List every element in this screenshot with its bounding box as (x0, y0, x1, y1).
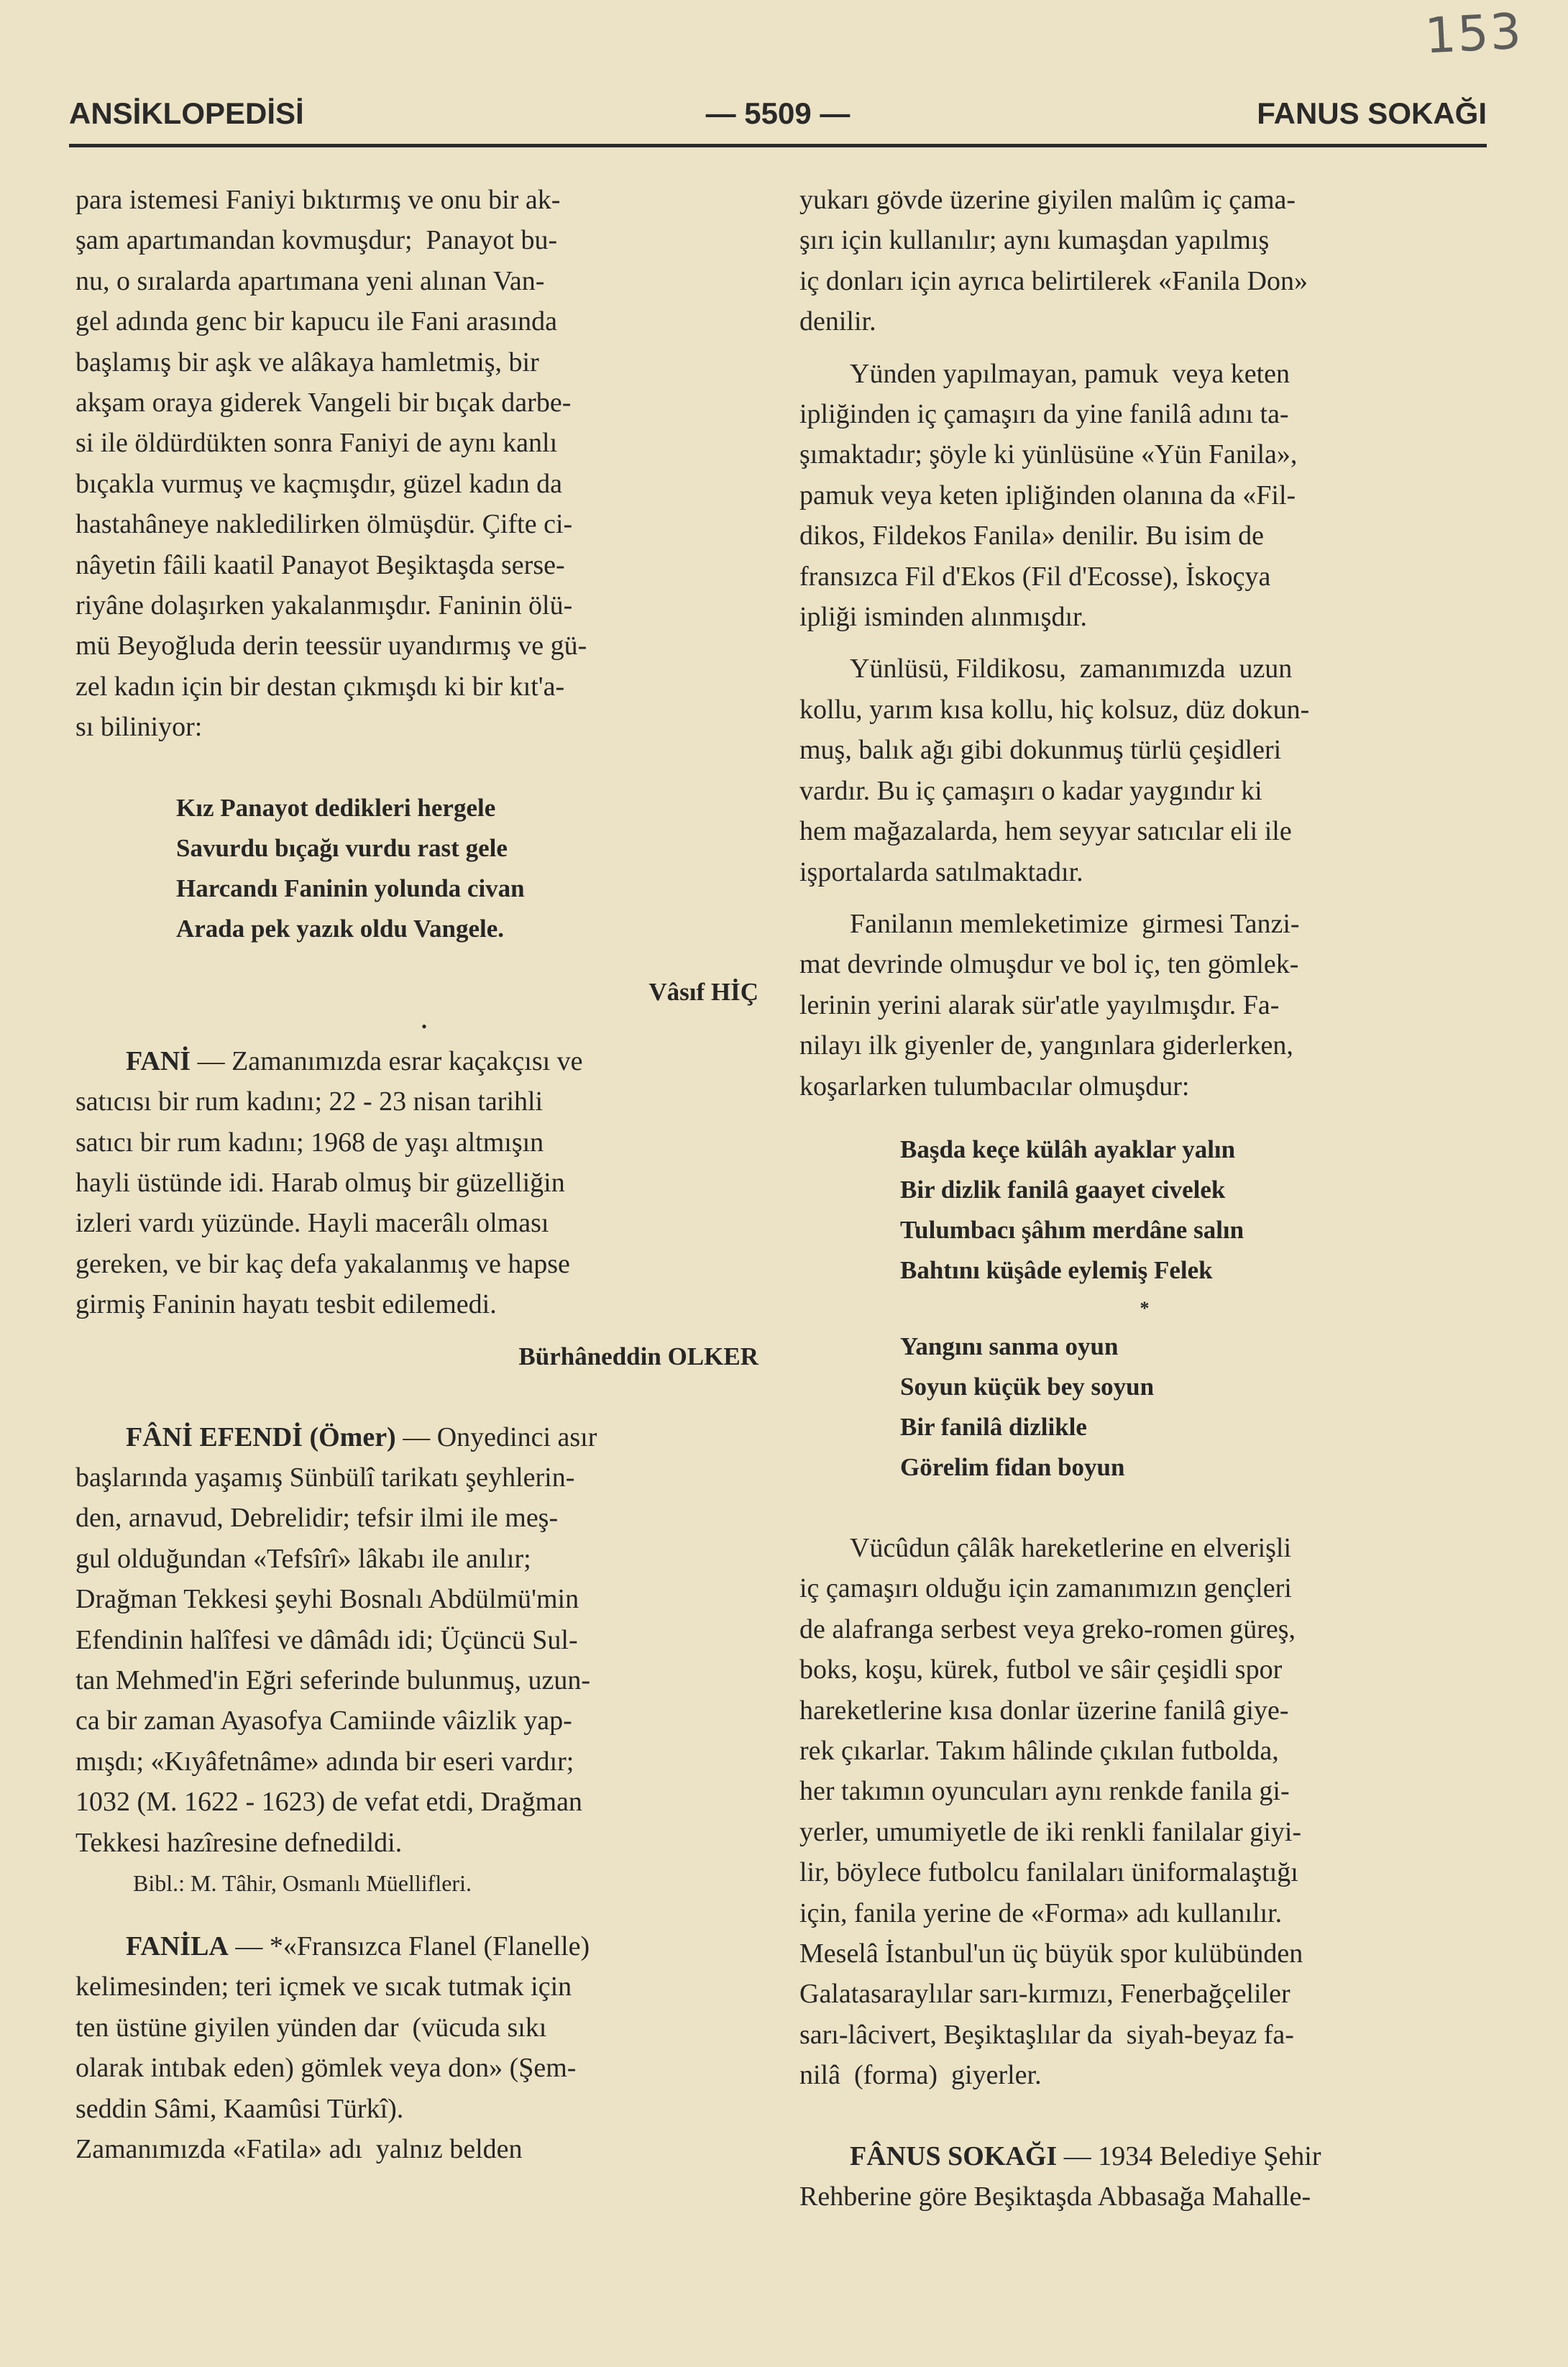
text-line: den, arnavud, Debrelidir; tefsir ilmi ile meş- (75, 1503, 559, 1534)
text-line: fransızca Fil d'Ekos (Fil d'Ecosse), İskoçya (799, 561, 1271, 592)
fanila-paragraph-1 (799, 180, 1490, 342)
text-line: — *«Fransızca Flanel (Flanelle) (228, 1931, 590, 1961)
poem-line: Bir fanilâ dizlikle (900, 1412, 1087, 1441)
text-line: başlamış bir aşk ve alâkaya hamletmiş, bir (75, 347, 539, 377)
poem-line: Bir dizlik fanilâ gaayet civelek (900, 1175, 1226, 1204)
paragraph (799, 1528, 1490, 2096)
paragraph (799, 354, 1490, 638)
poem-panayot (176, 788, 773, 949)
text-line: girmiş Faninin hayatı tesbit edilemedi. (75, 1289, 497, 1320)
text-line: tan Mehmed'in Eğri seferinde bulunmuş, uzun- (75, 1665, 591, 1695)
text-line: riyâne dolaşırken yakalanmışdır. Faninin ölü- (75, 590, 573, 621)
poem-line: Başda keçe külâh ayaklar yalın (900, 1135, 1236, 1163)
text-line: nilâ (forma) giyerler. (799, 2060, 1042, 2091)
text-line: olarak intıbak eden) gömlek veya don» (Şem- (75, 2053, 577, 2084)
poem-yangin (900, 1327, 1490, 1488)
right-column (799, 180, 1490, 2217)
entry-headword: FÂNİ EFENDİ (Ömer) (126, 1421, 396, 1452)
text-line: Meselâ İstanbul'un üç büyük spor kulübünden (799, 1938, 1303, 1969)
text-line: şam apartımandan kovmuşdur; Panayot bu- (75, 225, 558, 256)
text-line: ca bir zaman Ayasofya Camiinde vâizlik yap- (75, 1706, 572, 1736)
text-line: mışdı; «Kıyâfetnâme» adında bir eseri vardır; (75, 1746, 574, 1777)
text-line: nu, o sıralarda apartımana yeni alınan Van- (75, 265, 545, 296)
entry-headword: FANİLA (126, 1931, 229, 1961)
text-line: Drağman Tekkesi şeyhi Bosnalı Abdülmü'min (75, 1584, 579, 1615)
text-line: koşarlarken tulumbacılar olmuşdur: (799, 1071, 1190, 1102)
text-line: satıcı bir rum kadını; 1968 de yaşı altmışın (75, 1127, 544, 1158)
text-line: dikos, Fildekos Fanila» denilir. Bu isim de (799, 521, 1264, 551)
text-line: başlarında yaşamış Sünbülî tarikatı şeyhlerin- (75, 1462, 575, 1493)
paragraph (75, 180, 773, 748)
text-line: Galatasaraylılar sarı-kırmızı, Fenerbağçeliler (799, 1979, 1290, 2010)
text-line: Fanilanın memleketimize girmesi Tanzi- (850, 908, 1300, 939)
text-line: için, fanila yerine de «Forma» adı kullanılır. (799, 1897, 1283, 1928)
text-line: izleri vardı yüzünde. Hayli macerâlı olması (75, 1208, 549, 1239)
text-line: satıcısı bir rum kadını; 22 - 23 nisan tarihli (75, 1086, 544, 1117)
text-line: işportalarda satılmaktadır. (799, 856, 1083, 887)
poem-line: Harcandı Faninin yolunda civan (176, 874, 525, 902)
text-line: gel adında genc bir kapucu ile Fani arasında (75, 306, 558, 337)
text-line: pamuk veya keten ipliğinden olanına da «Fil- (799, 480, 1296, 511)
text-line: Vücûdun çâlâk hareketlerine en elverişli (850, 1532, 1292, 1563)
text-line: mü Beyoğluda derin teessür uyandırmış ve gü- (75, 631, 587, 661)
fanila-paragraph-4 (799, 904, 1490, 1107)
poem-line: Bahtını küşâde eylemiş Felek (900, 1255, 1213, 1284)
text-line: para istemesi Faniyi bıktırmış ve onu bir ak- (75, 185, 561, 215)
poem-line: Arada pek yazık oldu Vangele. (176, 914, 505, 943)
text-line: bıçakla vurmuş ve kaçmışdır, güzel kadın da (75, 468, 562, 499)
text-line: iç donları için ayrıca belirtilerek «Fanila Don» (799, 265, 1308, 296)
paragraph (799, 2136, 1490, 2217)
entry-headword: FÂNUS SOKAĞI (850, 2141, 1058, 2171)
poem-tulumbaci (900, 1130, 1490, 1291)
text-line: denilir. (799, 306, 876, 337)
paragraph (799, 180, 1490, 342)
text-line: boks, koşu, kürek, futbol ve sâir çeşidli spor (799, 1654, 1283, 1685)
intro-paragraph (75, 180, 773, 748)
text-line: seddin Sâmi, Kaamûsi Türkî). (75, 2093, 404, 2124)
entry-fanila (75, 1926, 773, 2169)
header-rule (69, 144, 1487, 147)
text-line: iç çamaşırı olduğu için zamanımızın gençleri (799, 1573, 1292, 1604)
text-line: de alafranga serbest veya greko-romen güreş, (799, 1613, 1296, 1644)
paragraph (799, 904, 1490, 1107)
text-line: hayli üstünde idi. Harab olmuş bir güzelliğin (75, 1167, 565, 1198)
text-line: Zamanımızda «Fatila» adı yalnız belden (75, 2134, 523, 2165)
text-line: mat devrinde olmuşdur ve bol iç, ten gömlek- (799, 949, 1299, 980)
text-line: zel kadın için bir destan çıkmışdı ki bir kıt'a- (75, 671, 565, 702)
page-number-pencil-mark: 153 (1423, 3, 1524, 65)
text-line: ipliği isminden alınmışdır. (799, 602, 1088, 633)
text-line: her takımın oyuncuları aynı renkde fanila gi- (799, 1776, 1290, 1807)
text-line: Yünlüsü, Fildikosu, zamanımızda uzun (850, 654, 1293, 685)
text-line: — Zamanımızda esrar kaçakçısı ve (191, 1045, 583, 1076)
poem-line: Savurdu bıçağı vurdu rast gele (176, 833, 508, 862)
paragraph (799, 649, 1490, 892)
text-line: akşam oraya giderek Vangeli bir bıçak darbe- (75, 388, 572, 418)
text-line: şımaktadır; şöyle ki yünlüsüne «Yün Fanila», (799, 439, 1298, 470)
text-line: si ile öldürdükten sonra Faniyi de aynı kanlı (75, 428, 558, 459)
text-line: sarı-lâcivert, Beşiktaşlılar da siyah-beyaz fa- (799, 2019, 1294, 2050)
poem-star-separator: * (1140, 1297, 1150, 1319)
text-line: muş, balık ağı gibi dokunmuş türlü çeşidleri (799, 735, 1282, 766)
text-line: Rehberine göre Beşiktaşda Abbasağa Mahalle- (799, 2181, 1311, 2212)
text-line: şırı için kullanılır; aynı kumaşdan yapılmış (799, 225, 1270, 256)
poem-line: Soyun küçük bey soyun (900, 1372, 1155, 1401)
text-line: — Onyedinci asır (395, 1421, 597, 1452)
text-line: 1032 (M. 1622 - 1623) de vefat etdi, Drağman (75, 1787, 582, 1818)
text-line: yukarı gövde üzerine giyilen malûm iç çama- (799, 185, 1296, 215)
text-line: hem mağazalarda, hem seyyar satıcılar eli ile (799, 816, 1292, 847)
poem-line: Tulumbacı şâhım merdâne salın (900, 1215, 1244, 1244)
poem-line: Görelim fidan boyun (900, 1452, 1125, 1481)
text-line: Efendinin halîfesi ve dâmâdı idi; Üçüncü Sul- (75, 1624, 578, 1655)
entry-fani-efendi (75, 1417, 773, 1863)
text-line: hastahâneye nakledilirken ölmüşdür. Çifte ci- (75, 509, 573, 540)
paragraph (75, 1926, 773, 2169)
text-line: vardır. Bu iç çamaşırı o kadar yaygındır ki (799, 775, 1262, 806)
bibliography: Bibl.: M. Tâhir, Osmanlı Müellifleri. (133, 1870, 472, 1896)
paragraph (75, 1041, 773, 1325)
running-header (69, 93, 1487, 137)
entry-fanus-sokagi (799, 2136, 1490, 2217)
paragraph (75, 1417, 773, 1863)
text-line: rek çıkarlar. Takım hâlinde çıkılan futbolda, (799, 1735, 1279, 1766)
signature-vasif-hic: Vâsıf HİÇ (648, 977, 758, 1006)
text-line: nilayı ilk giyenler de, yangınlara giderlerken, (799, 1030, 1293, 1061)
separator-dot: • (421, 1017, 427, 1035)
entry-fani (75, 1041, 773, 1325)
header-left: ANSİKLOPEDİSİ (69, 96, 304, 130)
left-column (75, 180, 773, 2169)
text-line: sı biliniyor: (75, 712, 203, 743)
poem-line: Yangını sanma oyun (900, 1332, 1119, 1360)
header-right: FANUS SOKAĞI (1257, 96, 1487, 130)
text-line: ten üstüne giyilen yünden dar (vücuda sıkı (75, 2012, 547, 2043)
entry-headword: FANİ (126, 1045, 191, 1076)
text-line: lir, böylece futbolcu fanilaları üniformalaştığı (799, 1857, 1298, 1888)
text-line: ipliğinden iç çamaşırı da yine fanilâ adını ta- (799, 399, 1289, 430)
text-line: gereken, ve bir kaç defa yakalanmış ve hapse (75, 1248, 570, 1279)
fanila-paragraph-2 (799, 354, 1490, 638)
fanila-paragraph-3 (799, 649, 1490, 892)
signature-burhaneddin-olker: Bürhâneddin OLKER (518, 1342, 758, 1370)
text-line: gul olduğundan «Tefsîrî» lâkabı ile anılır; (75, 1543, 531, 1574)
fanila-paragraph-5 (799, 1528, 1490, 2096)
text-line: kelimesinden; teri içmek ve sıcak tutmak için (75, 1972, 572, 2002)
header-page-number: — 5509 — (705, 96, 851, 130)
poem-line: Kız Panayot dedikleri hergele (176, 793, 496, 822)
text-line: nâyetin fâili kaatil Panayot Beşiktaşda serse- (75, 549, 565, 580)
text-line: — 1934 Belediye Şehir (1057, 2141, 1321, 2171)
text-line: lerinin yerini alarak sür'atle yayılmışdır. Fa- (799, 989, 1280, 1020)
text-line: Tekkesi hazîresine defnedildi. (75, 1827, 403, 1858)
text-line: kollu, yarım kısa kollu, hiç kolsuz, düz dokun- (799, 694, 1310, 725)
text-line: hareketlerine kısa donlar üzerine fanilâ giye- (799, 1695, 1289, 1726)
text-line: yerler, umumiyetle de iki renkli fanilalar giyi- (799, 1816, 1302, 1847)
text-line: Yünden yapılmayan, pamuk veya keten (850, 358, 1290, 389)
